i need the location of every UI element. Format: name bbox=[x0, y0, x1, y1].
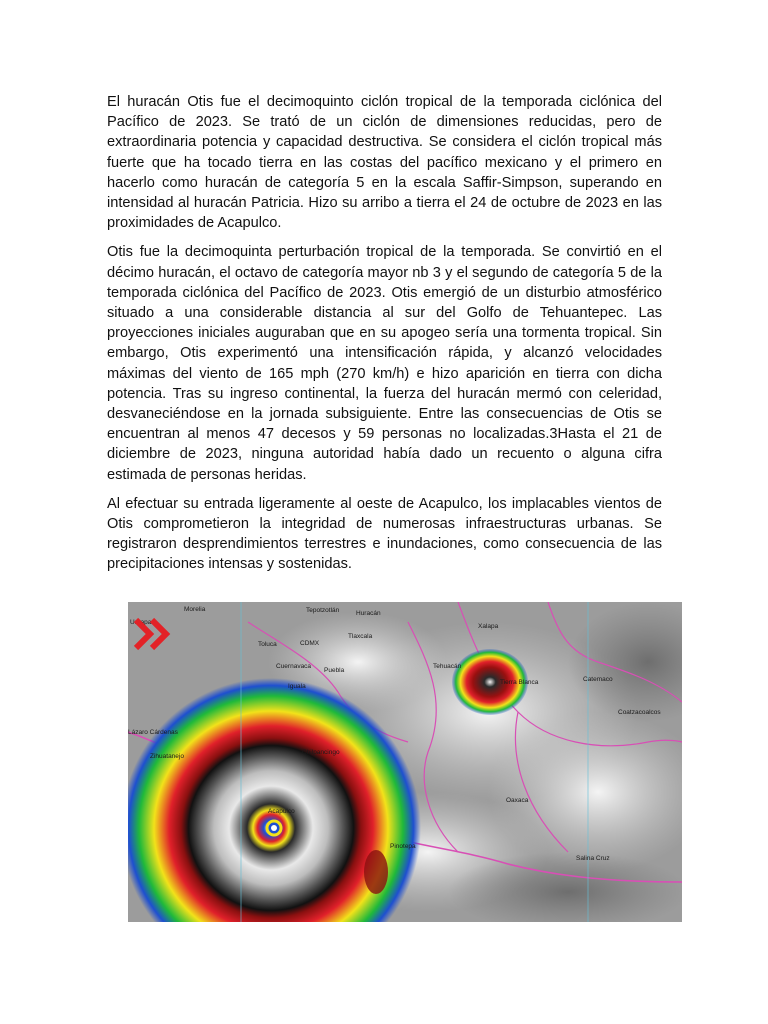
paragraph-2: Otis fue la decimoquinta perturbación tropical de la temporada. Se convirtió en el décimo huracán, el octavo de categoría mayor nb 3 y el segundo de categoría 5 de la temporada ciclónica del Pacífico de 2023. Otis emergió de un disturbio atmosférico situado a una considerable distancia al sur del Golfo de Tehuantepec. Las proyecciones iniciales auguraban que en su apogeo sería una tormenta tropical. Sin embargo, Otis experimentó una intensificación rápida, y alcanzó velocidades máximas del viento de 165 mph (270 km/h) e hizo aparición en tierra con dicha potencia. Tras su ingreso continental, la fuerza del huracán mermó con celeridad, desvaneciéndose en la jornada subsiguiente. Entre las consecuencias de Otis se encuentran al menos 47 decesos y 59 personas no localizadas.3Hasta el 21 de diciembre de 2023, ninguna autoridad había dado un recuento o alguna cifra estimada de personas heridas. bbox=[107, 244, 662, 483]
paragraph-1: El huracán Otis fue el decimoquinto ciclón tropical de la temporada ciclónica del Pacífico de 2023. Se trató de un ciclón de dimensiones reducidas, pero de extraordinaria potencia y capacidad destructiva. Se considera el ciclón tropical más fuerte que ha tocado tierra en las costas del pacífico mexicano y el primero en hacerlo como huracán de categoría 5 en la escala Saffir-Simpson, superando en intensidad al huracán Patricia. Hizo su arribo a tierra el 24 de octubre de 2023 en las proximidades de Acapulco. bbox=[107, 94, 662, 232]
rain-band bbox=[364, 850, 388, 894]
label-tepotzotlan: Tepotzotlán bbox=[306, 607, 340, 614]
paragraph-3: Al efectuar su entrada ligeramente al oeste de Acapulco, los implacables vientos de Otis comprometieron la integridad de numerosas infraestructuras urbanas. Se registraron desprendimientos terrestres e inundaciones, como consecuencia de las precipitaciones intensas y sostenidas. bbox=[107, 495, 662, 573]
hurricane-eye-center bbox=[271, 825, 277, 831]
label-toluca: Toluca bbox=[258, 641, 277, 648]
label-cdmx: CDMX bbox=[300, 640, 320, 647]
label-zihuatanejo: Zihuatanejo bbox=[150, 753, 184, 760]
label-iguala: Iguala bbox=[288, 683, 306, 690]
label-oaxaca: Oaxaca bbox=[506, 797, 529, 804]
label-xalapa: Xalapa bbox=[478, 623, 499, 630]
label-tierra-blanca: Tierra Blanca bbox=[500, 679, 539, 686]
label-morelia: Morelia bbox=[184, 606, 206, 613]
label-salina-cruz: Salina Cruz bbox=[576, 855, 610, 862]
label-uruapan: Uruapan bbox=[130, 619, 155, 626]
label-puebla: Puebla bbox=[324, 667, 345, 674]
satellite-image-hurricane-otis bbox=[128, 602, 682, 922]
label-catemaco: Catemaco bbox=[583, 676, 613, 683]
label-chilpancingo: Chilpancingo bbox=[302, 749, 340, 756]
label-tehuacan: Tehuacán bbox=[433, 663, 462, 670]
body-text bbox=[107, 92, 662, 584]
label-pinotepa: Pinotepa bbox=[390, 843, 416, 850]
label-tlaxcala: Tlaxcala bbox=[348, 633, 373, 640]
satellite-image-svg bbox=[128, 602, 682, 922]
label-huracan: Huracán bbox=[356, 610, 381, 617]
label-coatzacoalcos: Coatzacoalcos bbox=[618, 709, 661, 716]
label-lazaro-cardenas: Lázaro Cárdenas bbox=[128, 729, 178, 736]
label-acapulco: Acapulco bbox=[268, 808, 295, 815]
label-cuernavaca: Cuernavaca bbox=[276, 663, 312, 670]
